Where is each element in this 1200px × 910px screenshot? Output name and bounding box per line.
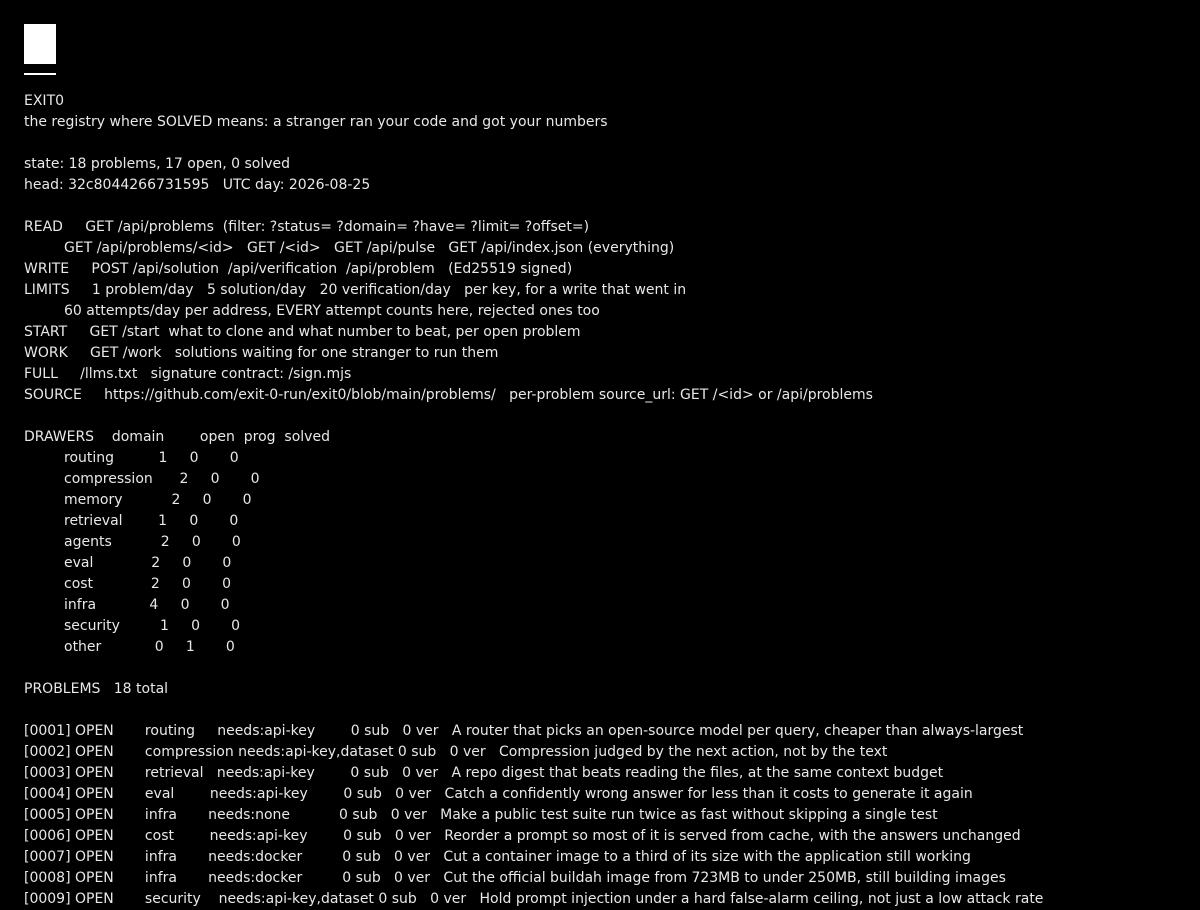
problems-list: [24, 721, 1184, 910]
api-text: 1 problem/day 5 solution/day 20 verification/day per key, for a write that went in: [91, 282, 687, 298]
brand-title: EXIT0: [24, 93, 65, 109]
api-text: https://github.com/exit-0-run/exit0/blob/main/problems/ per-problem source_url: GET /<id> or /api/problems: [104, 387, 873, 403]
api-line: [24, 364, 1184, 385]
api-text: GET /api/problems (filter: ?status= ?domain= ?have= ?limit= ?offset=): [85, 219, 590, 235]
drawers-header: DRAWERS domain open prog solved: [24, 429, 330, 445]
spacer: [24, 133, 1184, 154]
problem-row[interactable]: [0009] OPEN security needs:api-key,dataset 0 sub 0 ver Hold prompt injection under a hard false-alarm ceiling, not just a low attack rate: [24, 891, 1044, 907]
drawer-row[interactable]: memory 2 0 0: [64, 492, 252, 508]
problem-row[interactable]: [0004] OPEN eval needs:api-key 0 sub 0 ver Catch a confidently wrong answer for less than it costs to generate it again: [24, 786, 973, 802]
api-line: [24, 238, 1184, 259]
api-gap: [58, 366, 80, 382]
api-line: [24, 259, 1184, 280]
api-line: [24, 385, 1184, 406]
api-gap: [69, 261, 91, 277]
problem-row[interactable]: [0001] OPEN routing needs:api-key 0 sub 0 ver A router that picks an open-source model per query, cheaper than always-largest: [24, 723, 1024, 739]
api-label: FULL: [24, 366, 58, 382]
api-text: GET /start what to clone and what number to beat, per open problem: [89, 324, 581, 340]
spacer: [24, 196, 1184, 217]
logo-block: [24, 24, 56, 64]
tagline: the registry where SOLVED means: a stranger ran your code and got your numbers: [24, 114, 608, 130]
api-label: LIMITS: [24, 282, 70, 298]
api-label: SOURCE: [24, 387, 82, 403]
api-gap: [70, 282, 92, 298]
api-text: GET /work solutions waiting for one stranger to run them: [90, 345, 499, 361]
drawers-table: [24, 448, 1184, 658]
api-line: [24, 217, 1184, 238]
problem-row[interactable]: [0002] OPEN compression needs:api-key,dataset 0 sub 0 ver Compression judged by the next action, not by the text: [24, 744, 888, 760]
drawer-row[interactable]: compression 2 0 0: [64, 471, 260, 487]
spacer: [24, 658, 1184, 679]
problems-header: PROBLEMS 18 total: [24, 681, 169, 697]
api-gap: [82, 387, 104, 403]
api-label: READ: [24, 219, 63, 235]
api-line: [24, 301, 1184, 322]
api-line: [24, 322, 1184, 343]
api-reference: [24, 217, 1184, 406]
api-gap: [68, 345, 90, 361]
api-text: /llms.txt signature contract: /sign.mjs: [80, 366, 352, 382]
api-label: START: [24, 324, 68, 340]
api-gap: [63, 219, 85, 235]
drawer-row[interactable]: infra 4 0 0: [64, 597, 230, 613]
logo-underline: [24, 73, 56, 75]
api-text: POST /api/solution /api/verification /api/problem (Ed25519 signed): [91, 261, 573, 277]
problem-row[interactable]: [0008] OPEN infra needs:docker 0 sub 0 ver Cut the official buildah image from 723MB to under 250MB, still building images: [24, 870, 1006, 886]
drawer-row[interactable]: eval 2 0 0: [64, 555, 232, 571]
api-label: WRITE: [24, 261, 70, 277]
drawer-row[interactable]: cost 2 0 0: [64, 576, 232, 592]
problem-row[interactable]: [0006] OPEN cost needs:api-key 0 sub 0 ver Reorder a prompt so most of it is served from cache, with the answers unchanged: [24, 828, 1021, 844]
state-summary: state: 18 problems, 17 open, 0 solved: [24, 156, 291, 172]
spacer: [24, 700, 1184, 721]
spacer: [24, 406, 1184, 427]
drawer-row[interactable]: security 1 0 0: [64, 618, 241, 634]
drawer-row[interactable]: retrieval 1 0 0: [64, 513, 239, 529]
problem-row[interactable]: [0005] OPEN infra needs:none 0 sub 0 ver Make a public test suite run twice as fast without skipping a single test: [24, 807, 938, 823]
api-text: 60 attempts/day per address, EVERY attempt counts here, rejected ones too: [64, 303, 600, 319]
registry-page: [24, 24, 1184, 910]
drawer-row[interactable]: agents 2 0 0: [64, 534, 241, 550]
api-line: [24, 280, 1184, 301]
problem-row[interactable]: [0003] OPEN retrieval needs:api-key 0 sub 0 ver A repo digest that beats reading the files, at the same context budget: [24, 765, 944, 781]
problem-row[interactable]: [0007] OPEN infra needs:docker 0 sub 0 ver Cut a container image to a third of its size with the application still working: [24, 849, 971, 865]
api-label: WORK: [24, 345, 68, 361]
state-head: head: 32c8044266731595 UTC day: 2026-08-25: [24, 177, 371, 193]
drawer-row[interactable]: other 0 1 0: [64, 639, 235, 655]
api-gap: [67, 324, 89, 340]
api-line: [24, 343, 1184, 364]
drawer-row[interactable]: routing 1 0 0: [64, 450, 239, 466]
api-text: GET /api/problems/<id> GET /<id> GET /api/pulse GET /api/index.json (everything): [64, 240, 675, 256]
